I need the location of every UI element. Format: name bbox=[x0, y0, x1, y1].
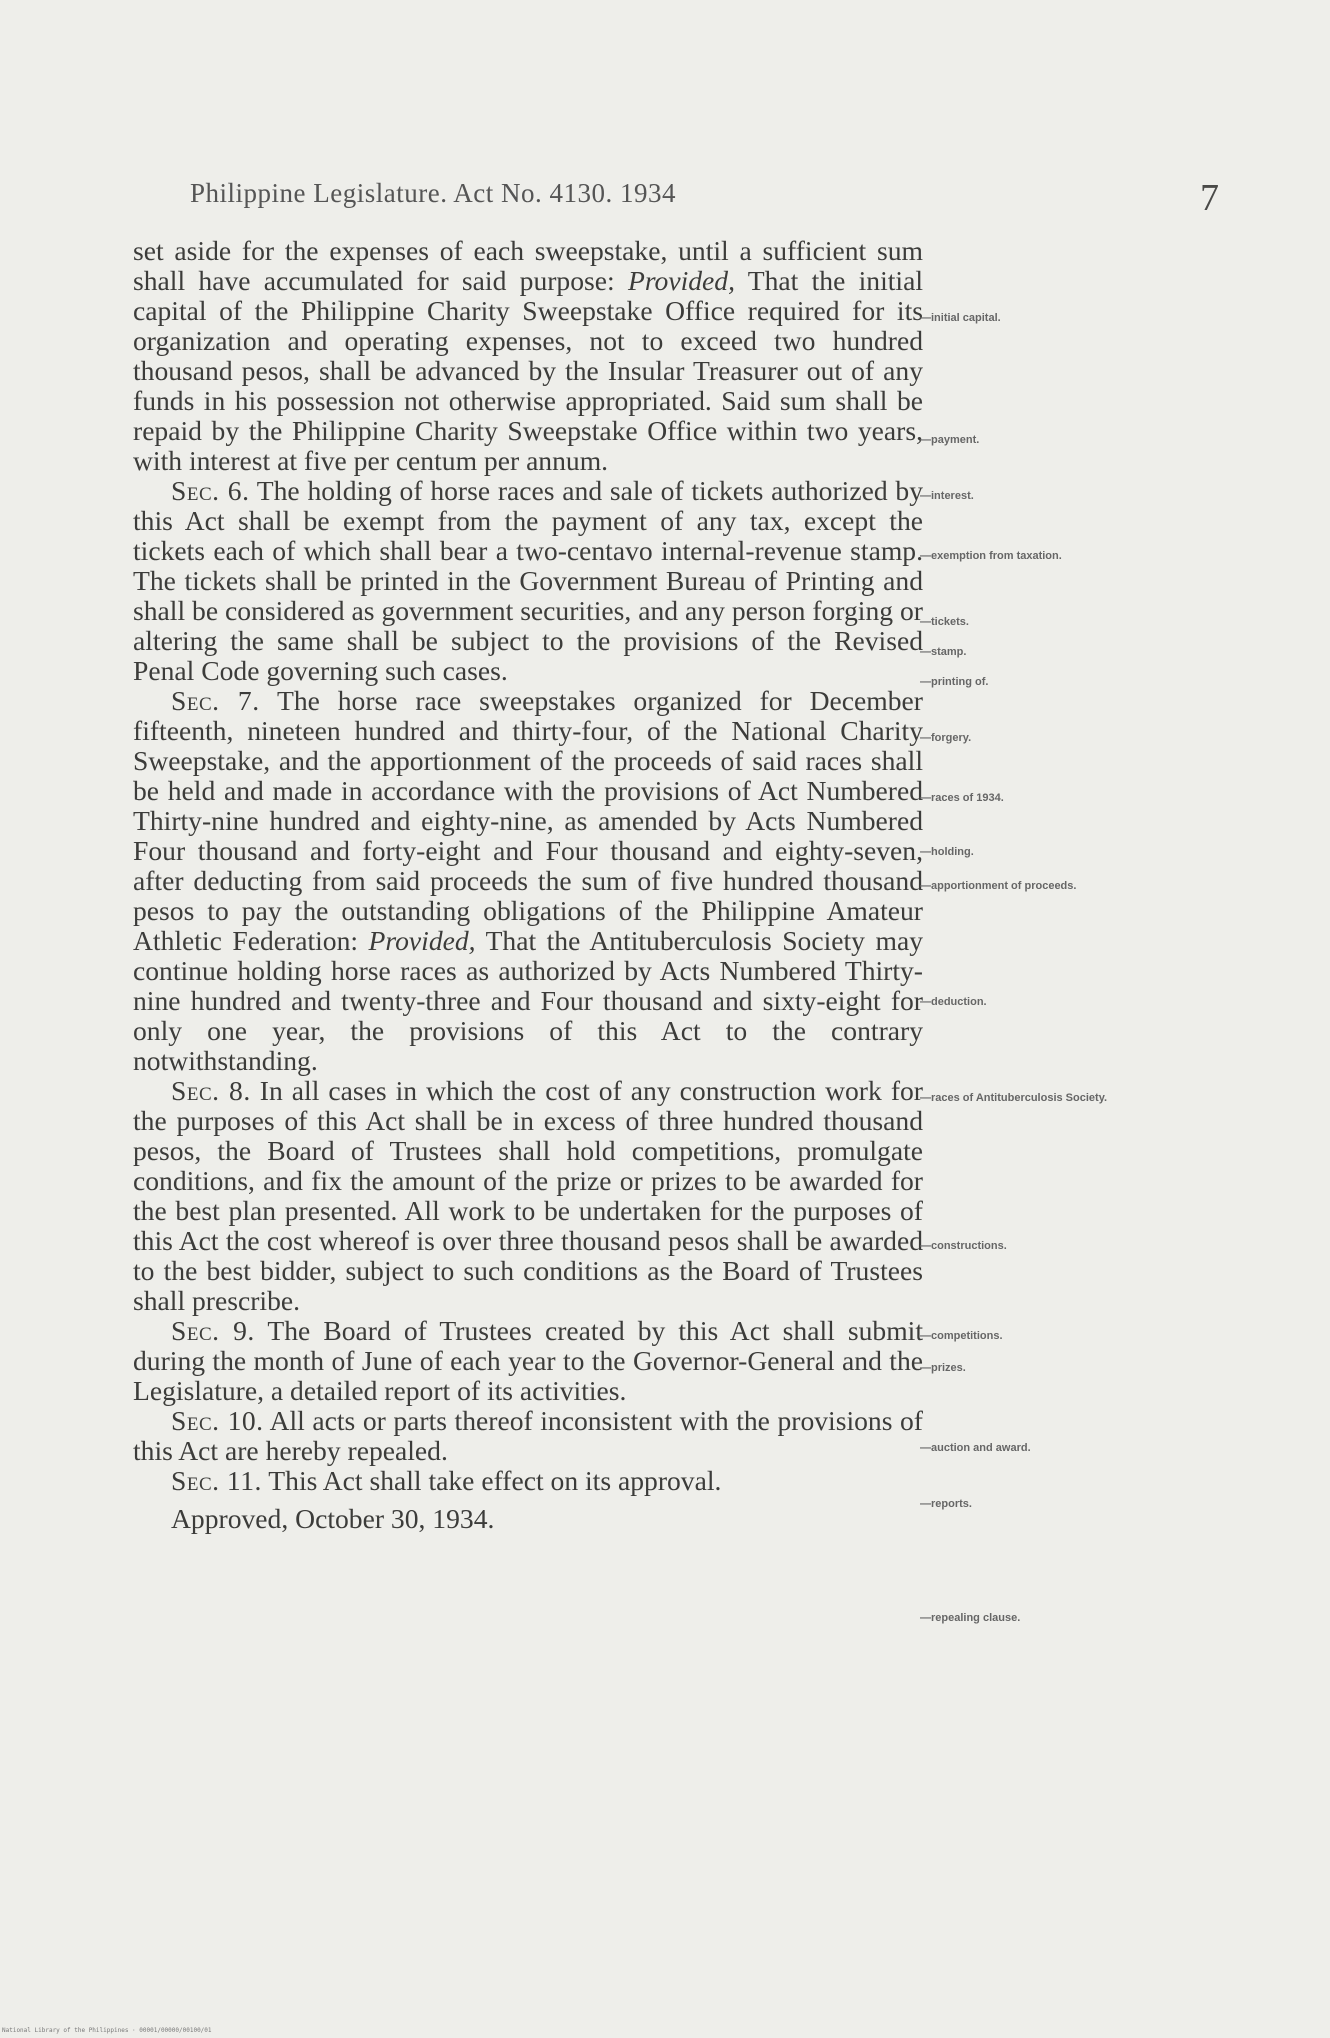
margin-note-holding: —holding. bbox=[920, 846, 974, 858]
section-label: Sec. 10. bbox=[171, 1405, 264, 1436]
page-number: 7 bbox=[1200, 177, 1219, 219]
margin-note-reports: —reports. bbox=[920, 1498, 972, 1510]
section-label: Sec. 11. bbox=[171, 1465, 262, 1496]
margin-note-deduction: —deduction. bbox=[920, 996, 987, 1008]
margin-note-tickets: —tickets. bbox=[920, 616, 969, 628]
text-run: That the initial capital of the Philippine Charity Sweepstake Office required for its organization and operating expenses, not to exceed two hundred thousand pesos, shall be advanced by the Insular Treasurer out of any funds in his possession not otherwise appropriated. Said sum shall be repaid by the Philippine Charity Sweepstake Office within two years, with interest at five per centum per annum. bbox=[133, 265, 923, 476]
margin-note-competitions: —competitions. bbox=[920, 1330, 1003, 1342]
section-text: That the Antituberculosis Society may continue holding horse races as authorized by Acts Numbered Thirty-nine hundred and twenty-three and Four thousand and sixty-eight for only one year, the provisions of this Act to the contrary notwithstanding. bbox=[133, 925, 923, 1076]
act-body-text bbox=[133, 236, 923, 1534]
section-label: Sec. 7. bbox=[171, 685, 260, 716]
section-label: Sec. 9. bbox=[171, 1315, 255, 1346]
section-9 bbox=[133, 1316, 923, 1406]
margin-note-stamp: —stamp. bbox=[920, 646, 967, 658]
section-6 bbox=[133, 476, 923, 686]
section-text: This Act shall take effect on its approval. bbox=[261, 1465, 722, 1496]
margin-note-printing: —printing of. bbox=[920, 676, 989, 688]
margin-note-constructions: —constructions. bbox=[920, 1240, 1007, 1252]
margin-note-auction-award: —auction and award. bbox=[920, 1442, 1031, 1454]
section-7 bbox=[133, 686, 923, 1076]
margin-note-apportionment: —apportionment of proceeds. bbox=[920, 880, 1077, 892]
margin-note-antituberculosis: —races of Antituberculosis Society. bbox=[920, 1092, 1108, 1104]
scan-footer: National Library of the Philippines · 00001/00000/00100/01 bbox=[2, 2027, 212, 2034]
section-label: Sec. 6. bbox=[171, 475, 250, 506]
section-11 bbox=[133, 1466, 923, 1496]
section-text: In all cases in which the cost of any construction work for the purposes of this Act shall be in excess of three hundred thousand pesos, the Board of Trustees shall hold competitions, promulgate conditions, and fix the amount of the prize or prizes to be awarded for the best plan presented. All work to be undertaken for the purposes of this Act the cost whereof is over three thousand pesos shall be awarded to the best bidder, subject to such conditions as the Board of Trustees shall prescribe. bbox=[133, 1075, 923, 1316]
section-label: Sec. 8. bbox=[171, 1075, 251, 1106]
proviso-italic: Provided, bbox=[627, 265, 735, 296]
paragraph-continuation bbox=[133, 236, 923, 476]
section-10 bbox=[133, 1406, 923, 1466]
approval-date: Approved, October 30, 1934. bbox=[171, 1503, 495, 1534]
margin-note-interest: —interest. bbox=[920, 490, 974, 502]
margin-note-repealing: —repealing clause. bbox=[920, 1612, 1021, 1624]
section-text: The holding of horse races and sale of tickets authorized by this Act shall be exempt from the payment of any tax, except the tickets each of which shall bear a two-centavo internal-revenue stamp. The tickets shall be printed in the Government Bureau of Printing and shall be considered as government securities, and any person forging or altering the same shall be subject to the provisions of the Revised Penal Code governing such cases. bbox=[133, 475, 923, 686]
running-head: Philippine Legislature. Act No. 4130. 1934 bbox=[190, 178, 676, 208]
section-text: All acts or parts thereof inconsistent with the provisions of this Act are hereby repealed. bbox=[133, 1405, 923, 1466]
margin-note-forgery: —forgery. bbox=[920, 732, 972, 744]
margin-note-races-1934: —races of 1934. bbox=[920, 792, 1004, 804]
section-text: The Board of Trustees created by this Act shall submit during the month of June of each year to the Governor-General and the Legislature, a detailed report of its activities. bbox=[133, 1315, 923, 1406]
margin-note-payment: —payment. bbox=[920, 434, 980, 446]
text-run: set aside for the expenses of each sweepstake, until a sufficient sum shall have accumulated for said purpose: bbox=[133, 235, 923, 296]
section-8 bbox=[133, 1076, 923, 1316]
section-text: The horse race sweepstakes organized for December fifteenth, nineteen hundred and thirty-four, of the National Charity Sweepstake, and the apportionment of the proceeds of said races shall be held and made in accordance with the provisions of Act Numbered Thirty-nine hundred and eighty-nine, as amended by Acts Numbered Four thousand and forty-eight and Four thousand and eighty-seven, after deducting from said proceeds the sum of five hundred thousand pesos to pay the outstanding obligations of the Philippine Amateur Athletic Federation: bbox=[133, 685, 923, 956]
margin-note-prizes: —prizes. bbox=[920, 1362, 966, 1374]
margin-note-initial-capital: —initial capital. bbox=[920, 312, 1001, 324]
proviso-italic: Provided, bbox=[368, 925, 476, 956]
margin-note-exemption: —exemption from taxation. bbox=[920, 550, 1062, 562]
